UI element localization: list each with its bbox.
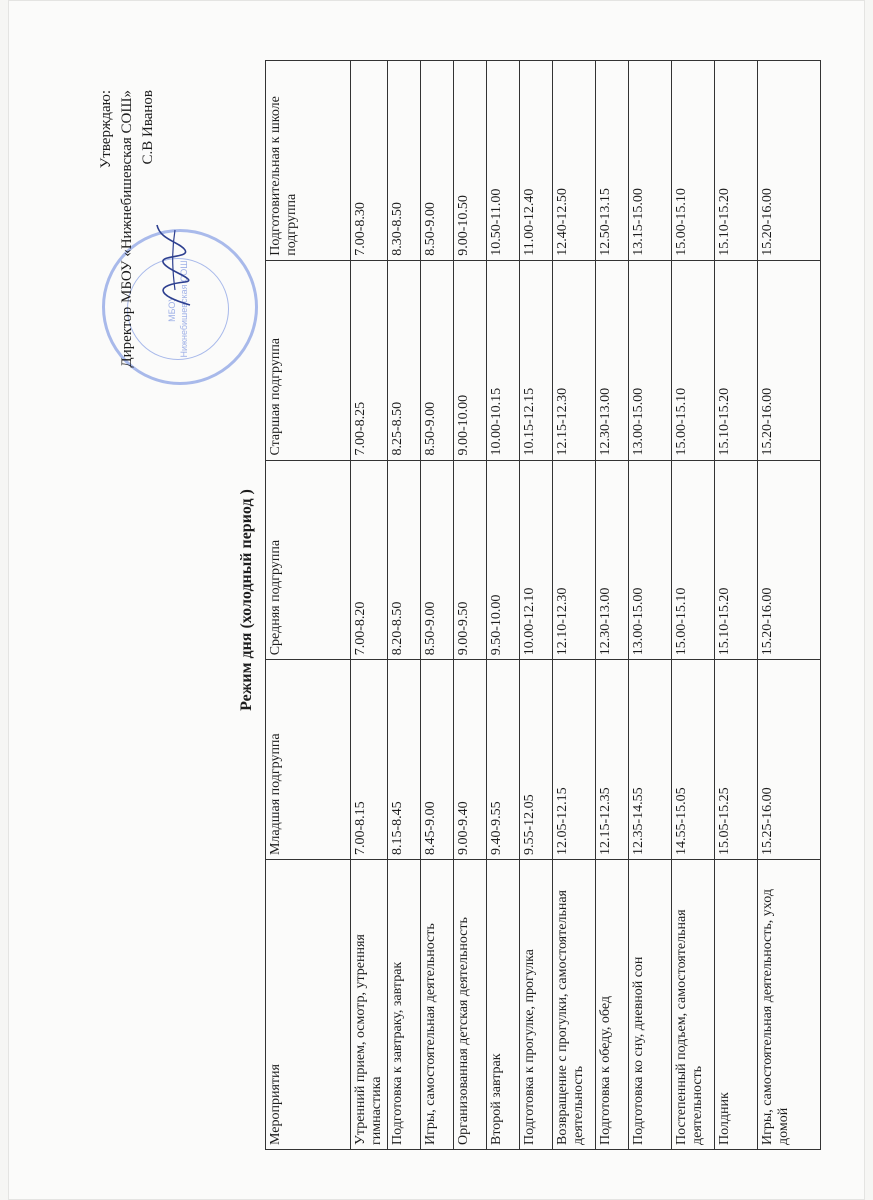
activity-cell: Второй завтрак: [487, 860, 520, 1150]
time-cell: 12.10-12.30: [553, 460, 596, 660]
time-cell: 7.00-8.25: [351, 260, 388, 460]
time-cell: 8.25-8.50: [388, 260, 421, 460]
time-cell: 10.00-10.15: [487, 260, 520, 460]
approval-name: С.В Иванов: [140, 90, 156, 165]
document-title: Режим дня (холодный период ): [238, 489, 255, 711]
time-cell: 7.00-8.20: [351, 460, 388, 660]
table-row: [421, 61, 454, 1150]
table-row: [596, 61, 629, 1150]
header-cell: Средняя подгруппа: [266, 460, 351, 660]
activity-cell: Игры, самостоятельная деятельность: [421, 860, 454, 1150]
time-cell: 15.05-15.25: [715, 660, 758, 860]
time-cell: 9.00-10.50: [454, 61, 487, 261]
time-cell: 14.55-15.05: [672, 660, 715, 860]
time-cell: 12.40-12.50: [553, 61, 596, 261]
header-cell: Старшая подгруппа: [266, 260, 351, 460]
time-cell: 9.00-9.50: [454, 460, 487, 660]
time-cell: 12.30-13.00: [596, 260, 629, 460]
time-cell: 15.20-16.00: [758, 260, 821, 460]
approval-label: Утверждаю:: [98, 90, 114, 169]
activity-cell: Подготовка к прогулке, прогулка: [520, 860, 553, 1150]
header-cell: Мероприятия: [266, 860, 351, 1150]
time-cell: 15.00-15.10: [672, 61, 715, 261]
activity-cell: Возвращение с прогулки, самостоятельная деятельность: [553, 860, 596, 1150]
time-cell: 10.15-12.15: [520, 260, 553, 460]
time-cell: 8.50-9.00: [421, 61, 454, 261]
table-row: [715, 61, 758, 1150]
activity-cell: Полдник: [715, 860, 758, 1150]
time-cell: 9.50-10.00: [487, 460, 520, 660]
time-cell: 15.10-15.20: [715, 61, 758, 261]
time-cell: 8.15-8.45: [388, 660, 421, 860]
time-cell: 7.00-8.15: [351, 660, 388, 860]
time-cell: 13.00-15.00: [629, 260, 672, 460]
activity-cell: Игры, самостоятельная деятельность, уход домой: [758, 860, 821, 1150]
header-cell: Подготовительная к школе подгруппа: [266, 61, 351, 261]
stamp-text: МБОУ Нижнебишевская СОШ: [167, 260, 189, 358]
time-cell: 8.20-8.50: [388, 460, 421, 660]
table-row: [351, 61, 388, 1150]
activity-cell: Подготовка к обеду, обед: [596, 860, 629, 1150]
time-cell: 8.45-9.00: [421, 660, 454, 860]
table-row: [553, 61, 596, 1150]
time-cell: 10.50-11.00: [487, 61, 520, 261]
time-cell: 15.20-16.00: [758, 61, 821, 261]
activity-cell: Подготовка к завтраку, завтрак: [388, 860, 421, 1150]
table-row: [758, 61, 821, 1150]
time-cell: 8.50-9.00: [421, 460, 454, 660]
time-cell: 10.00-12.10: [520, 460, 553, 660]
time-cell: 13.00-15.00: [629, 460, 672, 660]
time-cell: 8.30-8.50: [388, 61, 421, 261]
header-cell: Младшая подгруппа: [266, 660, 351, 860]
time-cell: 12.15-12.30: [553, 260, 596, 460]
time-cell: 11.00-12.40: [520, 61, 553, 261]
time-cell: 12.50-13.15: [596, 61, 629, 261]
time-cell: 9.40-9.55: [487, 660, 520, 860]
time-cell: 9.55-12.05: [520, 660, 553, 860]
rotated-document: [90, 50, 790, 1150]
time-cell: 12.05-12.15: [553, 660, 596, 860]
activity-cell: Утренний прием, осмотр, утренняя гимнастика: [351, 860, 388, 1150]
time-cell: 15.10-15.20: [715, 460, 758, 660]
time-cell: 9.00-9.40: [454, 660, 487, 860]
time-cell: 9.00-10.00: [454, 260, 487, 460]
time-cell: 12.30-13.00: [596, 460, 629, 660]
time-cell: 7.00-8.30: [351, 61, 388, 261]
table-row: [388, 61, 421, 1150]
time-cell: 15.20-16.00: [758, 460, 821, 660]
time-cell: 15.25-16.00: [758, 660, 821, 860]
table-row: [629, 61, 672, 1150]
table-row: [487, 61, 520, 1150]
time-cell: 8.50-9.00: [421, 260, 454, 460]
approval-position: Директор МБОУ «Нижнебишевская СОШ»: [119, 90, 135, 368]
table-row: [672, 61, 715, 1150]
activity-cell: Подготовка ко сну, дневной сон: [629, 860, 672, 1150]
time-cell: 12.15-12.35: [596, 660, 629, 860]
activity-cell: Постепенный подъем, самостоятельная деятельность: [672, 860, 715, 1150]
schedule-table: [265, 60, 821, 1150]
activity-cell: Организованная детская деятельность: [454, 860, 487, 1150]
approval-block: [96, 90, 159, 368]
table-row: [454, 61, 487, 1150]
table-row: [520, 61, 553, 1150]
time-cell: 15.10-15.20: [715, 260, 758, 460]
time-cell: 15.00-15.10: [672, 460, 715, 660]
header-row: [266, 61, 351, 1150]
time-cell: 15.00-15.10: [672, 260, 715, 460]
time-cell: 13.15-15.00: [629, 61, 672, 261]
time-cell: 12.35-14.55: [629, 660, 672, 860]
